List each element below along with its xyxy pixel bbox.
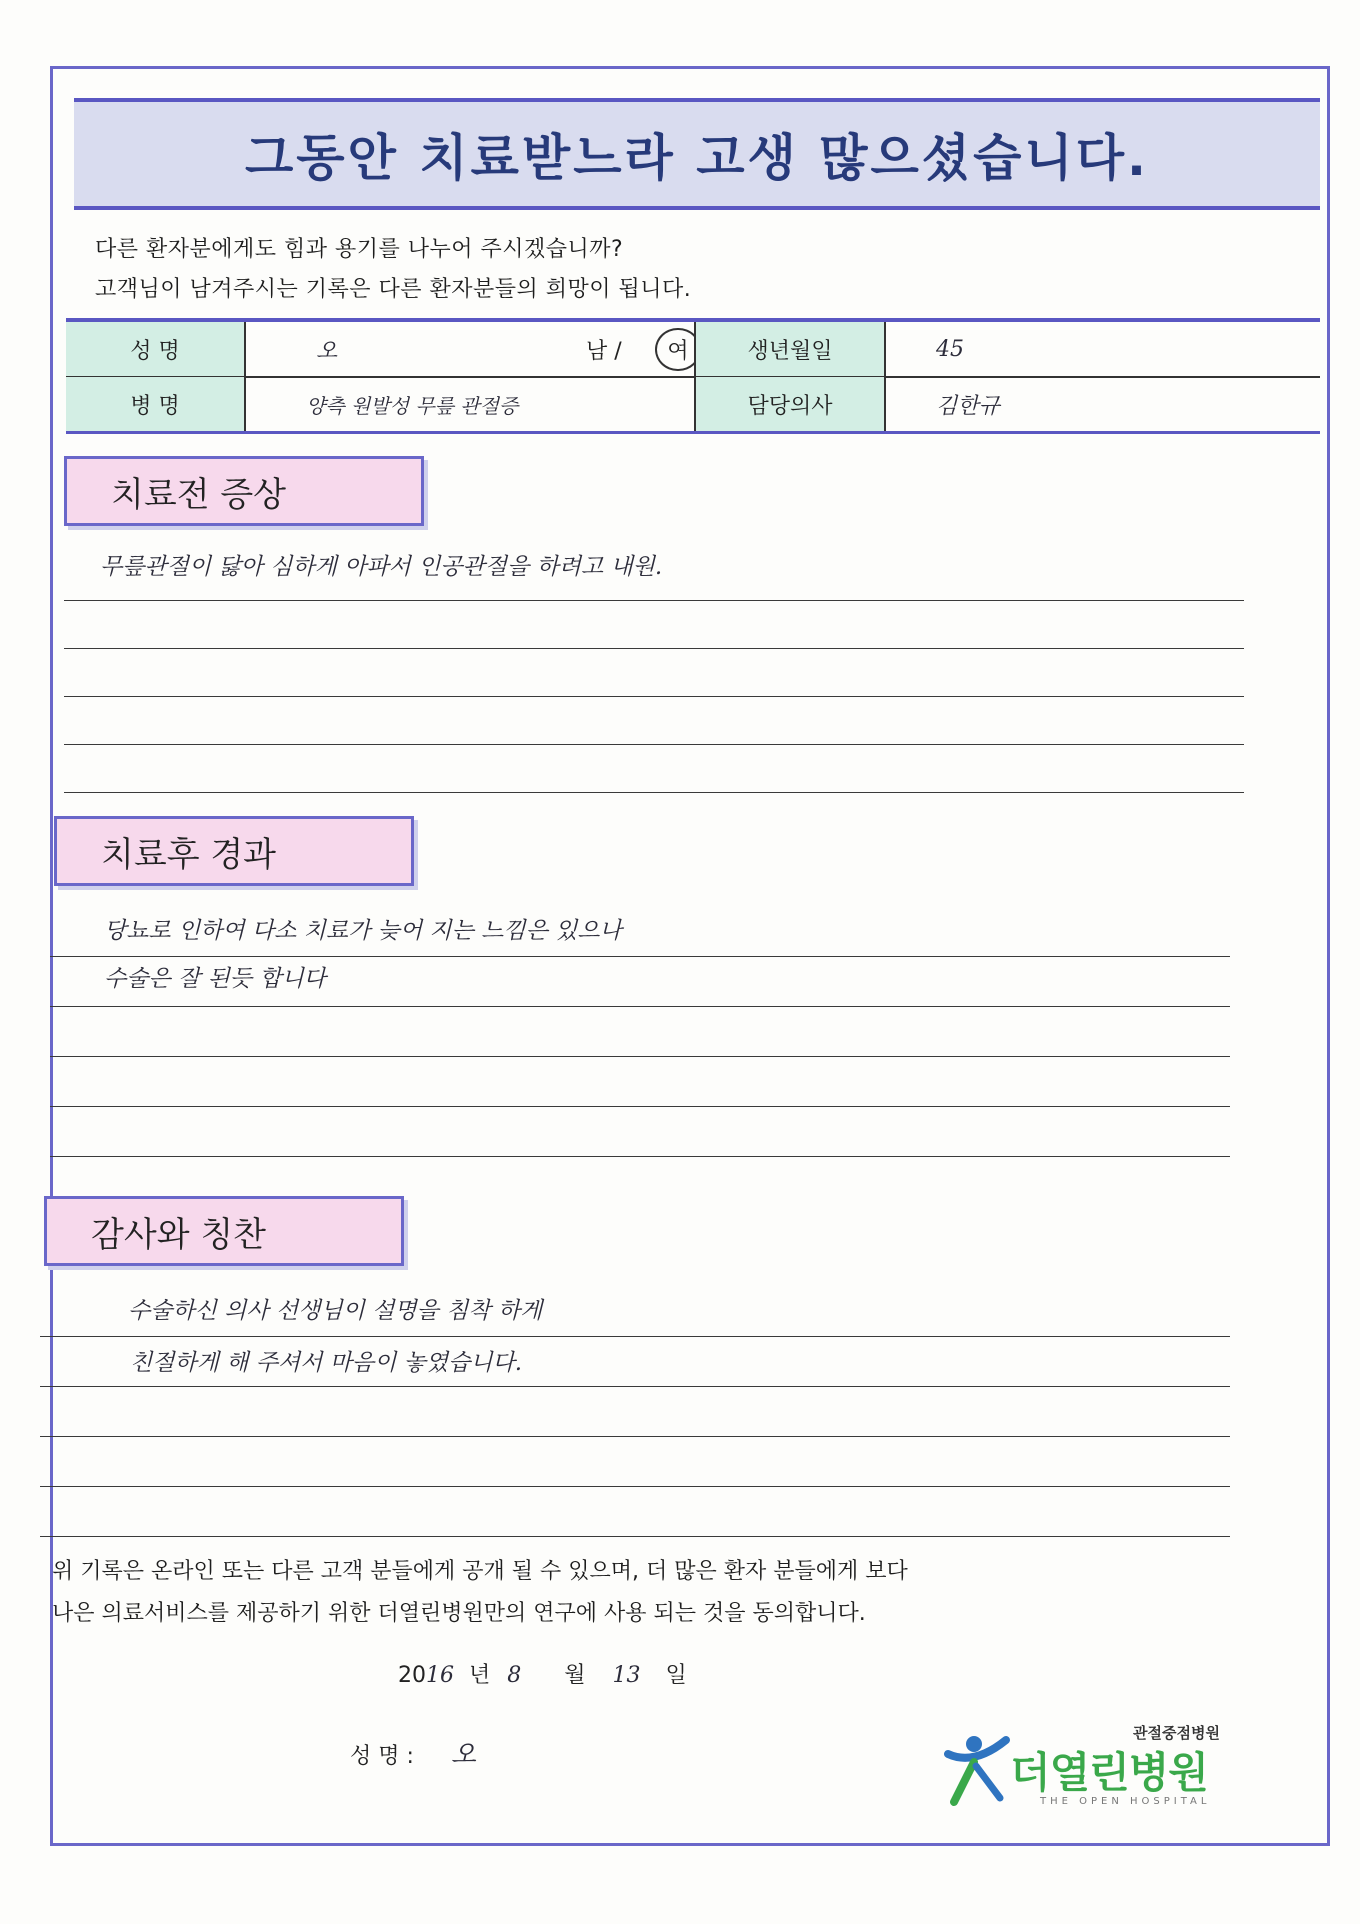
hospital-logo [944,1722,1234,1812]
banner-title: 그동안 치료받느라 고생 많으셨습니다. [244,129,1149,187]
signature-row [350,1734,476,1771]
ruled-line [50,1156,1230,1157]
logo-name-text: 더열린병원 [1010,1748,1208,1797]
info-row-disease [66,377,1320,431]
date-row [398,1658,687,1689]
date-year-prefix: 20 [398,1663,426,1688]
date-day-unit: 일 [665,1663,687,1688]
ruled-line [64,600,1244,601]
after-text-line-2[interactable]: 수술은 잘 된듯 합니다 [104,966,326,992]
thanks-text-line-1[interactable]: 수술하신 의사 선생님이 설명을 침착 하게 [128,1298,543,1324]
ruled-line [40,1386,1230,1387]
section-thanks-title: 감사와 칭찬 [44,1196,404,1266]
patient-info-table [66,318,1320,434]
section-before-title: 치료전 증상 [64,456,424,526]
signature-value[interactable]: 오 [450,1740,477,1770]
date-day[interactable]: 13 [612,1663,641,1688]
ruled-line [50,1056,1230,1057]
consent-line-1: 위 기록은 온라인 또는 다른 고객 분들에게 공개 될 수 있으며, 더 많은 환자 분들에게 보다 [52,1559,908,1584]
ruled-line [50,1106,1230,1107]
disease-label: 병 명 [66,377,244,431]
birth-value[interactable]: 45 [936,336,964,362]
title-banner [74,98,1320,210]
date-month[interactable]: 8 [507,1663,522,1688]
ruled-line [64,792,1244,793]
thanks-text-line-2[interactable]: 친절하게 해 주셔서 마음이 놓였습니다. [130,1350,523,1376]
signature-label: 성 명 : [350,1744,414,1769]
intro-line-1: 다른 환자분에게도 힘과 용기를 나누어 주시겠습니까? [95,237,624,262]
disease-value[interactable]: 양측 원발성 무릎 관절증 [306,393,519,418]
doctor-value[interactable]: 김한규 [936,393,1000,419]
ruled-line [64,648,1244,649]
logo-name [1010,1740,1208,1800]
section-after-title: 치료후 경과 [54,816,414,886]
logo-figure-icon [944,1732,1014,1808]
info-row-name [66,322,1320,378]
date-year-unit: 년 [469,1663,491,1688]
name-label: 성 명 [66,322,244,376]
ruled-line [64,696,1244,697]
ruled-line [50,956,1230,957]
gender-female-text: 여 [655,328,700,371]
ruled-line [64,744,1244,745]
date-year-suffix[interactable]: 16 [426,1663,454,1688]
ruled-line [40,1486,1230,1487]
gender-male-label: 남 / [586,338,622,364]
birth-label: 생년월일 [696,322,884,376]
consent-line-2: 나은 의료서비스를 제공하기 위한 더열린병원만의 연구에 사용 되는 것을 동의합니다. [52,1601,866,1626]
ruled-line [40,1536,1230,1537]
date-month-unit: 월 [564,1663,586,1688]
name-value[interactable]: 오 [316,338,338,364]
doctor-label: 담당의사 [696,377,884,431]
ruled-line [40,1436,1230,1437]
after-text-line-1[interactable]: 당뇨로 인하여 다소 치료가 늦어 지는 느낌은 있으나 [104,918,622,944]
before-text-line-1[interactable]: 무릎관절이 닳아 심하게 아파서 인공관절을 하려고 내원. [100,554,663,580]
logo-english: THE OPEN HOSPITAL [1040,1796,1211,1807]
intro-line-2: 고객님이 남겨주시는 기록은 다른 환자분들의 희망이 됩니다. [95,277,692,302]
ruled-line [40,1336,1230,1337]
logo-tagline: 관절중점병원 [1133,1724,1220,1742]
ruled-line [50,1006,1230,1007]
